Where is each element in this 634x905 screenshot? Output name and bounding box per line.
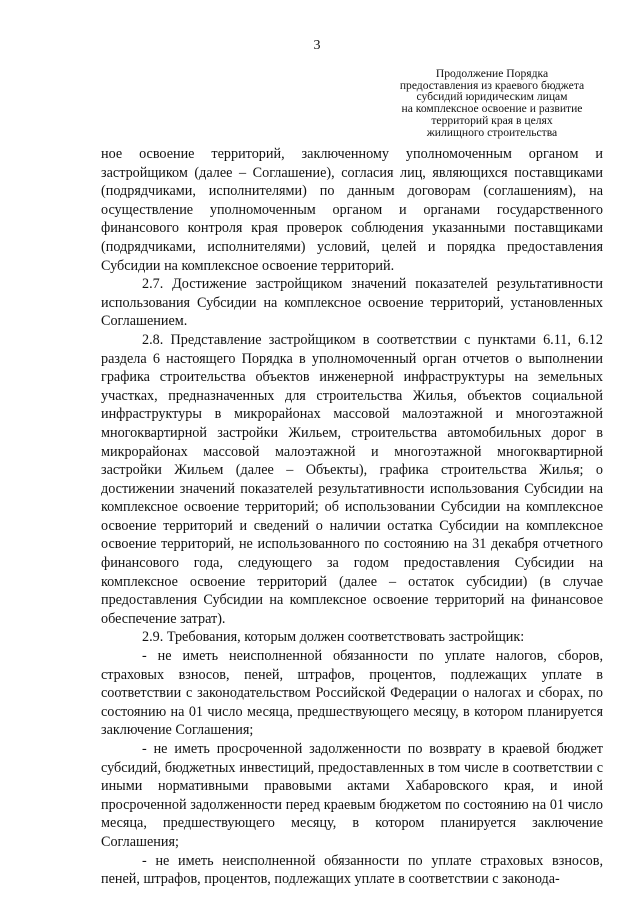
requirement-item: - не иметь неисполненной обязанности по уплате страховых взносов, пеней, штрафов, процентов, подлежащих уплате в соответствии с законода-	[101, 852, 603, 888]
paragraph-2-7: 2.7. Достижение застройщиком значений показателей результативности использования Субсидии на комплексное освоение территорий, установленных Соглашением.	[101, 276, 603, 330]
page-number: 3	[313, 38, 321, 53]
requirement-item: - не иметь просроченной задолженности по возврату в краевой бюджет субсидий, бюджетных инвестиций, предоставленных в том числе в соответствии с иными нормативными правовыми актами Хабаровского края, и иной просроченной задолженности перед краевым бюджетом по состоянию на 01 число месяца, предшествующего месяцу, в котором планируется заключение Соглашения;	[101, 741, 603, 850]
paragraph-2-8: 2.8. Представление застройщиком в соответствии с пунктами 6.11, 6.12 раздела 6 настоящего Порядка в уполномоченный орган отчетов о выполнении графика строительства объектов инженерной инфраструктуры на земельных участках, предназначенных для строительства Жилья, объектов социальной инфраструктуры в микрорайонах массовой малоэтажной и многоэтажной многоквартирной застройки Жильем, строительства автомобильных дорог в микрорайонах массовой малоэтажной и многоэтажной многоквартирной застройки Жильем (далее – Объекты), графика строительства Жилья; о достижении значений показателей результативности использования Субсидии на комплексное освоение территорий; об использовании Субсидии на комплексное освоение территорий и сведений о наличии остатка Субсидии на комплексное освоение территорий, не использованного по состоянию на 31 декабря отчетного финансового года, следующего за годом предоставления Субсидии на комплексное освоение территорий (далее – остаток субсидии) (в случае предоставления Субсидии на комплексное освоение территорий на финансовое обеспечение затрат).	[101, 331, 603, 627]
header-line: на комплексное освоение и развитие	[401, 102, 583, 116]
header-line: субсидий юридическим лицам	[416, 90, 568, 104]
header-line: Продолжение Порядка	[435, 67, 549, 80]
document-body	[101, 145, 603, 889]
header-line: жилищного строительства	[426, 125, 558, 139]
paragraph-continuation: ное освоение территорий, заключенному уполномоченным органом и застройщиком (далее – Соглашение), согласия лиц, являющихся поставщиками (подрядчиками, исполнителями) по данным договорам (соглашениям), на осуществление уполномоченным органом и органами государственного финансового контроля края проверок соблюдения указанными поставщиками (подрядчиками, исполнителями) условий, целей и порядка предоставления Субсидии на комплексное освоение территорий.	[101, 146, 603, 274]
header-line: предоставления из краевого бюджета	[399, 78, 585, 92]
header-line: территорий края в целях	[431, 113, 553, 127]
paragraph-2-9: 2.9. Требования, которым должен соответствовать застройщик:	[142, 629, 525, 646]
document-header	[382, 68, 602, 138]
requirement-item: - не иметь неисполненной обязанности по уплате налогов, сборов, страховых взносов, пеней, штрафов, процентов, подлежащих уплате в соответствии с законодательством Российской Федерации о налогах и сборах, по состоянию на 01 число месяца, предшествующего месяцу, в котором планируется заключение Соглашения;	[101, 648, 603, 739]
